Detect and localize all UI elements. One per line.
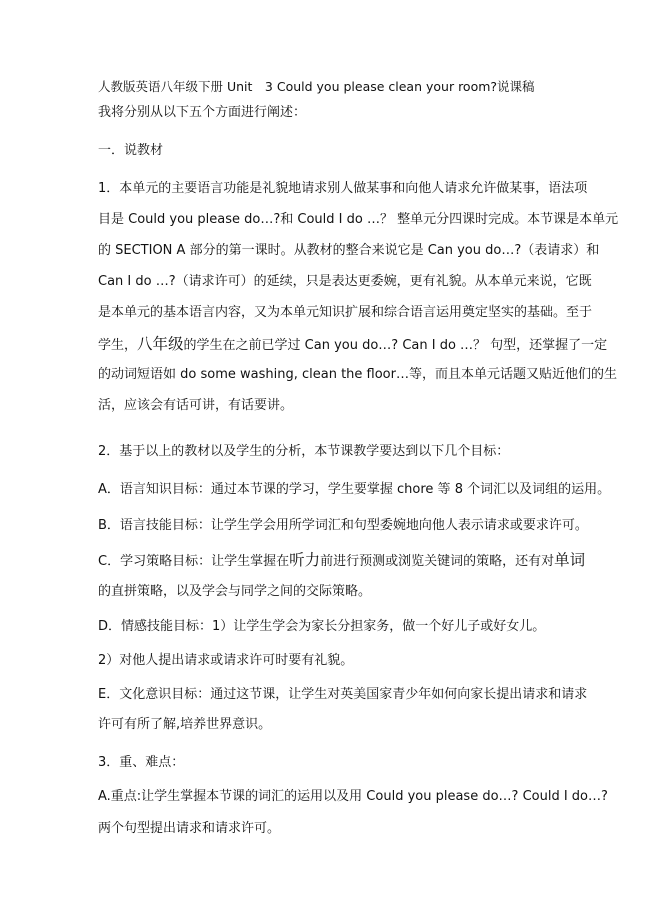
document-title: 人教版英语八年级下册 Unit 3 Could you please clean your room?说课稿 (98, 79, 535, 94)
goal-c-line-2: 的直拼策略，以及学会与同学之间的交际策略。 (98, 584, 372, 599)
intro-line: 我将分别从以下五个方面进行阐述： (98, 105, 307, 120)
section-heading-textbook: 一．说教材 (98, 143, 164, 158)
goal-d-line-1: D．情感技能目标：1）让学生学会为家长分担家务，做一个好儿子或好女儿。 (98, 619, 546, 634)
key-point-a-line-2: 两个句型提出请求和请求许可。 (98, 821, 281, 836)
key-point-a-line-1: A.重点:让学生掌握本节课的词汇的运用以及用 Could you please do…? Could I do…? (98, 789, 608, 804)
goal-e-line-2: 许可有所了解,培养世界意识。 (98, 717, 272, 732)
text-run-large: 听力 (289, 551, 321, 569)
text-run: C．学习策略目标：让学生掌握在 (98, 554, 290, 569)
goal-e-line-1: E．文化意识目标：通过这节课，让学生对英美国家青少年如何向家长提出请求和请求 (98, 687, 588, 702)
text-run: 的学生在之前已学过 Can you do…? Can I do …？ 句型，还掌握了一定 (183, 338, 608, 353)
paragraph-1-line-1: 1．本单元的主要语言功能是礼貌地请求别人做某事和向他人请求允许做某事，语法项 (98, 181, 588, 196)
paragraph-1-line-6 (98, 335, 608, 355)
paragraph-2-intro: 2．基于以上的教材以及学生的分析，本节课教学要达到以下几个目标： (98, 444, 510, 459)
goal-d-line-2: 2）对他人提出请求或请求许可时要有礼貌。 (98, 653, 354, 668)
paragraph-1-line-4: Can I do …?（请求许可）的延续，只是表达更委婉，更有礼貌。从本单元来说，它既 (98, 274, 592, 289)
paragraph-1-line-3: 的 SECTION A 部分的第一课时。从教材的整合来说它是 Can you do…?（表请求）和 (98, 243, 600, 258)
text-run: 前进行预测或浏览关键词的策略，还有对 (320, 554, 555, 569)
paragraph-1-line-8: 活，应该会有话可讲，有话要讲。 (98, 398, 294, 413)
goal-a-line: A．语言知识目标：通过本节课的学习，学生要掌握 chore 等 8 个词汇以及词组的运用。 (98, 482, 611, 497)
text-run-large: 八年级 (137, 335, 184, 353)
paragraph-1-line-7: 的动词短语如 do some washing, clean the floor…等，而且本单元话题又贴近他们的生 (98, 367, 617, 382)
section-heading-key-points: 3．重、难点： (98, 755, 185, 770)
text-run: 学生， (98, 338, 138, 353)
paragraph-1-line-5: 是本单元的基本语言内容，又为本单元知识扩展和综合语言运用奠定坚实的基础。至于 (98, 305, 593, 320)
goal-b-line: B．语言技能目标：让学生学会用所学词汇和句型委婉地向他人表示请求或要求许可。 (98, 518, 588, 533)
text-run-large: 单词 (554, 551, 586, 569)
paragraph-1-line-2: 目是 Could you please do…?和 Could I do …？ 整单元分四课时完成。本节课是本单元 (98, 212, 619, 227)
goal-c-line-1 (98, 551, 586, 571)
